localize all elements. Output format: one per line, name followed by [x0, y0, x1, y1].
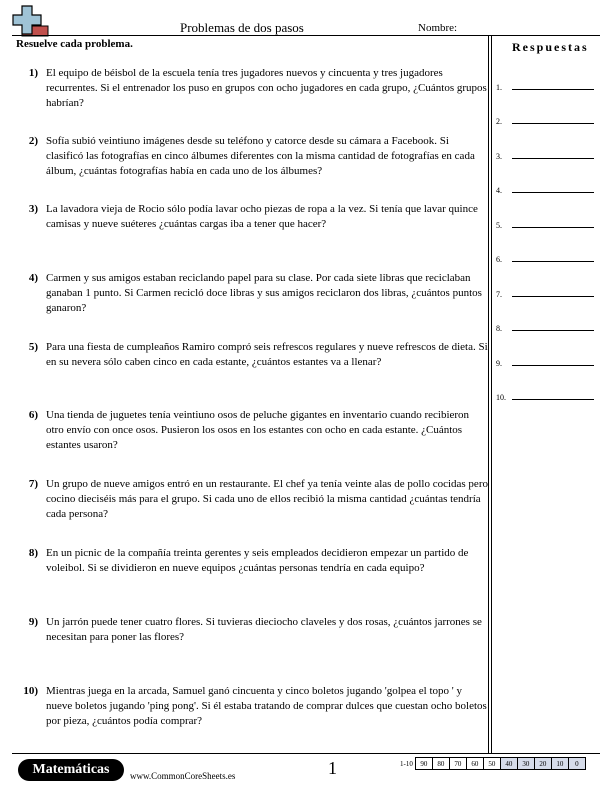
answer-line	[512, 261, 594, 262]
answer-number: 7.	[496, 290, 502, 299]
answer-number: 6.	[496, 255, 502, 264]
question-text: Un grupo de nueve amigos entró en un restaurante. El chef ya tenía veinte alas de pollo cocidas pero cocino dieciséis más para el grupo. Si cada uno de ellos recibió la misma cantidad ¿cuántas tendría cada persona?	[46, 478, 488, 520]
answer-row[interactable]	[496, 112, 596, 126]
subject-badge: Matemáticas	[18, 759, 124, 781]
question-6	[18, 408, 488, 453]
question-text: Un jarrón puede tener cuatro flores. Si tuvieras dieciocho claveles y dos rosas, ¿cuántos jarrones se necesitan para poner las flores?	[46, 616, 482, 643]
question-9	[18, 615, 488, 645]
score-cell: 40	[500, 758, 517, 770]
question-number: 8)	[28, 547, 38, 559]
score-cell: 20	[534, 758, 551, 770]
answer-row[interactable]	[496, 285, 596, 299]
answer-number: 1.	[496, 83, 502, 92]
question-4	[18, 271, 488, 316]
answer-row[interactable]	[496, 250, 596, 264]
page-number: 1	[328, 758, 337, 778]
question-text: En un picnic de la compañía treinta gerentes y seis empleados decidieron empezar un partido de voleibol. Si se dividieron en nueve equipos ¿cuántas personas tendría en cada equipo?	[46, 547, 469, 574]
plus-logo-icon	[8, 4, 58, 38]
answer-line	[512, 399, 594, 400]
instructions: Resuelve cada problema.	[16, 38, 133, 50]
question-1	[18, 66, 488, 111]
score-cell: 80	[432, 758, 449, 770]
answer-number: 8.	[496, 324, 502, 333]
question-number: 9)	[28, 616, 38, 628]
question-text: Para una fiesta de cumpleaños Ramiro compró seis refrescos regulares y nueve refrescos de dieta. Si en su nevera sólo caben cinco en cada estante, ¿cuántos estantes va a llenar?	[46, 341, 488, 368]
name-label: Nombre:	[418, 22, 458, 34]
answer-column-divider-inner	[491, 35, 492, 753]
question-8	[18, 546, 488, 576]
question-number: 6)	[28, 409, 38, 421]
score-cell: 60	[466, 758, 483, 770]
score-cell: 90	[415, 758, 432, 770]
question-number: 1)	[28, 67, 38, 79]
header-divider	[12, 35, 600, 36]
answer-row[interactable]	[496, 181, 596, 195]
answers-title: Respuestas	[512, 40, 589, 54]
question-text: El equipo de béisbol de la escuela tenía tres jugadores nuevos y cincuenta y tres jugadores recurrentes. Si el entrenador los puso en grupos con ocho jugadores en cada grupo, ¿Cuántos grupos habrían?	[46, 67, 487, 109]
answer-line	[512, 89, 594, 90]
score-range-label: 1-10	[400, 759, 413, 768]
score-cell: 30	[517, 758, 534, 770]
score-cell: 10	[551, 758, 568, 770]
website-url: www.CommonCoreSheets.es	[130, 771, 236, 781]
question-text: Una tienda de juguetes tenía veintiuno osos de peluche gigantes en inventario cuando recibieron otro envío con once osos. Pusieron los osos en los estantes con ocho en cada estante. ¿Cuántos estantes usaron?	[46, 409, 470, 451]
question-text: Mientras juega en la arcada, Samuel ganó cincuenta y cinco boletos jugando 'golpea el topo ' y nueve boletos jugando 'ping pong'. Si él estaba tratando de comprar dulces que cuestan ocho boletos por pieza, ¿cuántos podía comprar?	[46, 685, 487, 727]
answer-row[interactable]	[496, 319, 596, 333]
answer-number: 2.	[496, 117, 502, 126]
answer-line	[512, 123, 594, 124]
question-number: 7)	[28, 478, 38, 490]
answer-row[interactable]	[496, 78, 596, 92]
answer-number: 3.	[496, 152, 502, 161]
answer-row[interactable]	[496, 388, 596, 402]
answer-line	[512, 296, 594, 297]
footer-divider	[12, 753, 600, 754]
answer-number: 9.	[496, 359, 502, 368]
answer-line	[512, 192, 594, 193]
answer-row[interactable]	[496, 216, 596, 230]
question-3	[18, 202, 488, 232]
answer-number: 4.	[496, 186, 502, 195]
question-text: Carmen y sus amigos estaban reciclando papel para su clase. Por cada siete libras que reciclaban ganaban 1 punto. Si Carmen recicló doce libras y sus amigos reciclaron dos libras, ¿cuántos puntos ganaron?	[46, 272, 482, 314]
score-cell: 50	[483, 758, 500, 770]
answer-row[interactable]	[496, 147, 596, 161]
question-number: 4)	[28, 272, 38, 284]
answer-line	[512, 158, 594, 159]
question-text: La lavadora vieja de Rocio sólo podía lavar ocho piezas de ropa a la vez. Si tenía que lavar quince camisas y nueve suéteres ¿cuántas cargas iba a tener que hacer?	[46, 203, 478, 230]
answer-column-divider	[488, 35, 489, 753]
question-2	[18, 134, 488, 179]
score-cell: 0	[568, 758, 585, 770]
question-10	[18, 684, 488, 729]
question-5	[18, 340, 488, 370]
page-title: Problemas de dos pasos	[180, 20, 304, 35]
score-table	[398, 757, 586, 770]
answer-line	[512, 227, 594, 228]
answer-number: 5.	[496, 221, 502, 230]
question-text: Sofía subió veintiuno imágenes desde su teléfono y catorce desde su cámara a Facebook. Si clasificó las fotografías en cinco álbumes diferentes con la misma cantidad de fotografías en cada álbum, ¿cuántas fotografías había en cada uno de los álbumes?	[46, 135, 475, 177]
answer-line	[512, 330, 594, 331]
question-number: 10)	[23, 685, 38, 697]
question-number: 3)	[28, 203, 38, 215]
question-7	[18, 477, 488, 522]
answer-line	[512, 365, 594, 366]
score-cell: 70	[449, 758, 466, 770]
answer-number: 10.	[496, 393, 506, 402]
question-number: 5)	[28, 341, 38, 353]
question-number: 2)	[28, 135, 38, 147]
answer-row[interactable]	[496, 354, 596, 368]
